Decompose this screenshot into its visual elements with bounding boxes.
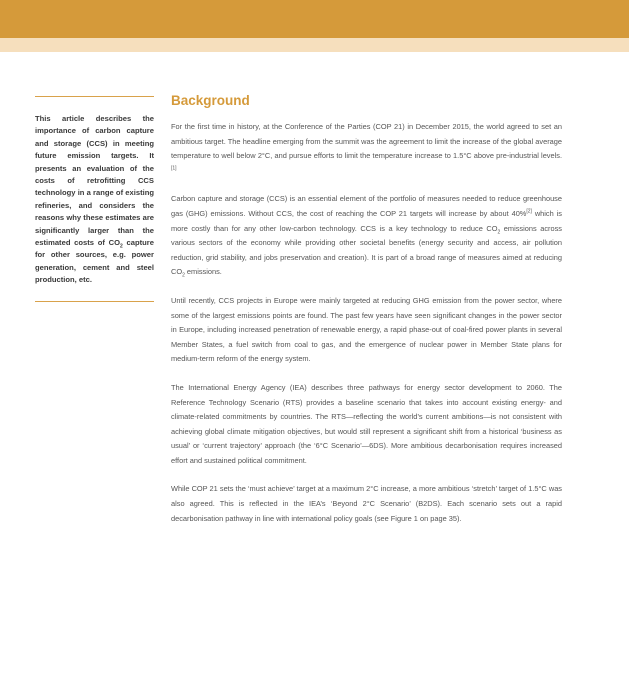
paragraph-1 [171,120,562,178]
footnote-ref-2[interactable]: [2] [526,208,532,215]
paragraph-2 [171,192,562,280]
sidebar-top-rule [35,96,154,97]
header-band [0,0,629,38]
co2-subscript-2: 2 [182,272,185,279]
paragraph-3: Until recently, CCS projects in Europe were mainly targeted at reducing GHG emission from the power sector, where some of the largest emissions points are found. The past few years have seen significant changes in the power sector in Europe, including increased penetration of renewable energy, a rapid phase-out of coal-fired power plants in several Member States, a fuel switch from coal to gas, and the emergence of nuclear power in Member State plans for medium-term reform of the energy system. [171,295,562,364]
section-heading: Background [171,93,250,108]
article-body [171,93,562,540]
p2-text-b: which is more costly than for any other low-carbon technology. CCS is a key technology to reduce CO [171,208,562,233]
p2-text-a: Carbon capture and storage (CCS) is an essential element of the portfolio of measures needed to reduce greenhouse gas (GHG) emissions. Without CCS, the cost of reaching the COP 21 targets will increase by about 40% [171,194,562,218]
paragraph-5: While COP 21 sets the ‘must achieve’ target at a maximum 2°C increase, a more ambitious ‘stretch’ target of 1.5°C was also agreed. This is reflected in the IEA’s ‘Beyond 2°C Scenario’ (B2DS). Each scenario sets out a rapid decarbonisation pathway in line with international policy goals (see Figure 1 on page 35). [171,484,562,523]
summary-subscript: 2 [120,243,123,250]
header-band-light [0,38,629,52]
p2-text-d: emissions. [184,267,222,277]
co2-subscript-1: 2 [497,229,501,236]
p1-text: For the first time in history, at the Conference of the Parties (COP 21) in December 2015, the world agreed to set an ambitious target. The headline emerging from the summit was the agreement to limit the increase of the global average temperature to well below 2°C, and pursue efforts to limit the temperature increase to 1.5°C above pre-industrial levels. [171,122,562,161]
p2-text-c: emissions across various sectors of the economy while providing other societal benefits (energy security and access, air pollution reduction, grid stability, and jobs preservation and creation). It is part of a broad range of measures aimed at reducing CO [171,223,562,277]
summary-part2: capture for other sources, e.g. power generation, cement and steel production, etc. [35,238,154,285]
footnote-ref-1[interactable]: [1] [171,165,177,172]
paragraph-4: The International Energy Agency (IEA) describes three pathways for energy sector development to 2060. The Reference Technology Scenario (RTS) provides a baseline scenario that takes into account existing energy- and climate-related commitments by countries. The RTS—reflecting the world’s current ambitions—is not consistent with achieving global climate mitigation objectives, but would still represent a significant shift from a historical ‘business as usual’ or ‘current trajectory’ approach (the ‘6°C Scenario’—6DS). More ambitious decarbonisation requires increased effort and sustained political commitment. [171,382,562,465]
summary-part1: This article describes the importance of carbon capture and storage (CCS) in meeting future emission targets. It presents an evaluation of the costs of retrofitting CCS technology in a range of existing refineries, and considers the reasons why these estimates are significantly larger than the estimated costs of CO [35,114,154,248]
sidebar-summary-text [35,113,154,287]
sidebar-summary [35,96,154,302]
sidebar-bottom-rule [35,301,154,302]
